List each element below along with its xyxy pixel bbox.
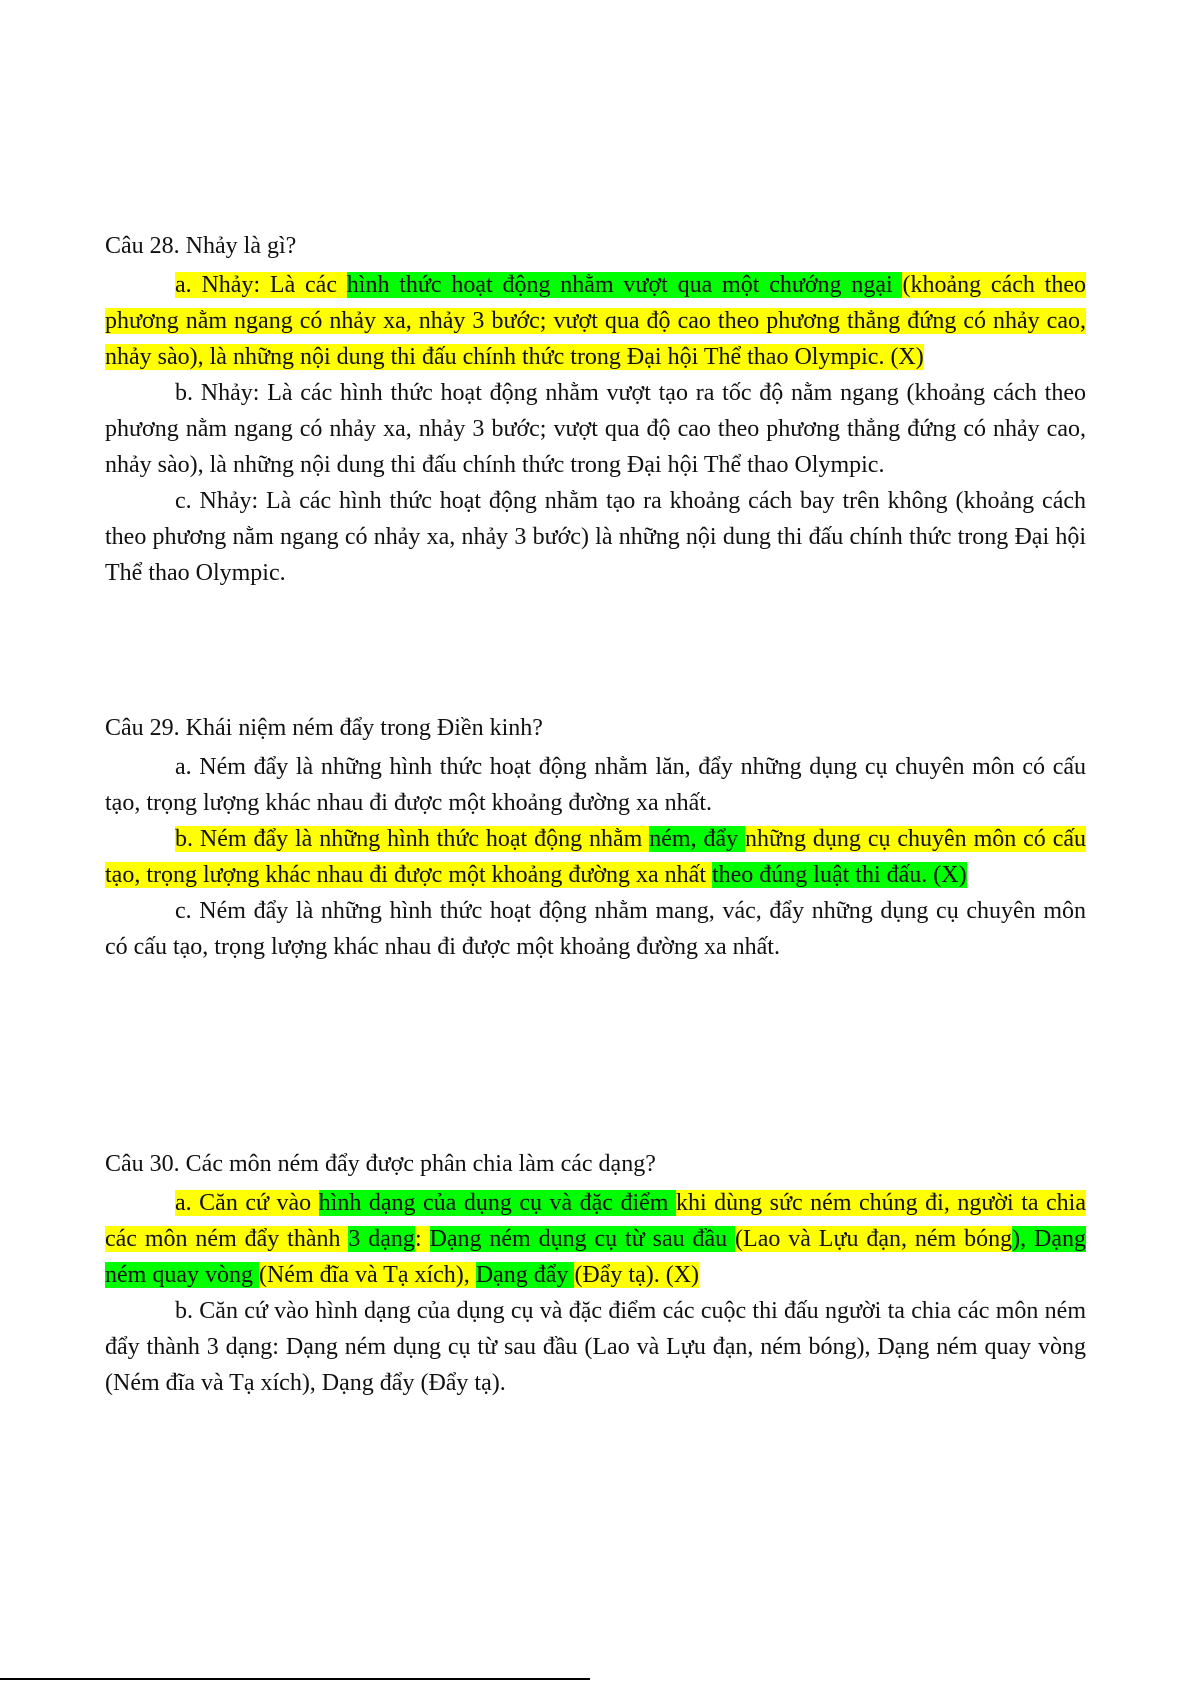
option-text: b. Nhảy: Là các hình thức hoạt động nhằm vượt tạo ra tốc độ nằm ngang (khoảng cách theo phương nằm ngang có nhảy xa, nhảy 3 bước; vượt qua độ cao theo phương thẳng đứng có nhảy cao, nhảy sào), là những nội dung thi đấu chính thức trong Đại hội Thể thao Olympic. [105, 380, 1086, 478]
option-text-highlight-yellow: b. Ném đẩy là những hình thức hoạt động nhằm [175, 826, 650, 852]
question-title: Câu 28. Nhảy là gì? [105, 233, 297, 259]
answer-option-b [105, 1293, 1086, 1401]
option-text-highlight-yellow: : [414, 1226, 430, 1252]
option-text-highlight-yellow: những dụng cụ chuyên môn có cấu tạo, trọng lượng khác nhau đi được một khoảng đường xa nhất [105, 826, 1087, 888]
answer-option-a [105, 749, 1086, 821]
question-30 [105, 1146, 1086, 1401]
question-title: Câu 30. Các môn ném đẩy được phân chia làm các dạng? [105, 1151, 656, 1177]
option-text-highlight-green: Dạng đẩy [475, 1262, 575, 1288]
option-text-highlight-green: Dạng ném dụng cụ từ sau đầu [429, 1226, 736, 1252]
option-text-highlight-yellow: (Lao và Lựu đạn, ném bóng [735, 1226, 1013, 1252]
answer-option-b [105, 821, 1086, 893]
option-text-highlight-yellow: (Đẩy tạ). (X) [574, 1262, 700, 1288]
option-text-highlight-green: hình dạng của dụng cụ và đặc điểm [318, 1190, 676, 1216]
option-text-highlight-yellow: a. Căn cứ vào [175, 1190, 319, 1216]
option-text: c. Ném đẩy là những hình thức hoạt động nhằm mang, vác, đẩy những dụng cụ chuyên môn có cấu tạo, trọng lượng khác nhau đi được một khoảng đường xa nhất. [105, 898, 1086, 960]
answer-option-a [105, 267, 1086, 375]
option-text-highlight-yellow: khi dùng sức ném chúng đi, người ta chia các môn ném đẩy thành [105, 1190, 1087, 1252]
question-29 [105, 710, 1086, 965]
option-text-highlight-yellow: (khoảng cách theo phương nằm ngang có nhảy xa, nhảy 3 bước; vượt qua độ cao theo phương thẳng đứng có nhảy cao, nhảy sào), là những nội dung thi đấu chính thức trong Đại hội Thể thao Olympic. (X) [105, 272, 1086, 370]
question-title: Câu 29. Khái niệm ném đẩy trong Điền kinh? [105, 715, 543, 741]
option-text-highlight-yellow: (Ném đĩa và Tạ xích), [258, 1262, 476, 1288]
answer-option-c [105, 483, 1086, 591]
option-text: a. Ném đẩy là những hình thức hoạt động nhằm lăn, đẩy những dụng cụ chuyên môn có cấu tạo, trọng lượng khác nhau đi được một khoảng đường xa nhất. [105, 754, 1086, 816]
question-28 [105, 228, 1086, 591]
footer-divider [0, 1678, 590, 1680]
answer-option-a [105, 1185, 1086, 1293]
option-text-highlight-green: ), Dạng ném quay vòng [105, 1226, 1086, 1288]
option-text: b. Căn cứ vào hình dạng của dụng cụ và đặc điểm các cuộc thi đấu người ta chia các môn ném đẩy thành 3 dạng: Dạng ném dụng cụ từ sau đầu (Lao và Lựu đạn, ném bóng), Dạng ném quay vòng (Ném đĩa và Tạ xích), Dạng đẩy (Đẩy tạ). [105, 1298, 1086, 1396]
option-text-highlight-green: hình thức hoạt động nhằm vượt qua một chướng ngại [346, 272, 903, 298]
option-text: c. Nhảy: Là các hình thức hoạt động nhằm tạo ra khoảng cách bay trên không (khoảng cách theo phương nằm ngang có nhảy xa, nhảy 3 bước) là những nội dung thi đấu chính thức trong Đại hội Thể thao Olympic. [105, 488, 1086, 586]
option-text-highlight-yellow: a. Nhảy: Là các [175, 272, 347, 298]
option-text-highlight-green: 3 dạng [348, 1226, 415, 1252]
option-text-highlight-green: ném, đẩy [649, 826, 746, 852]
option-text-highlight-green: theo đúng luật thi đấu. (X) [711, 862, 967, 888]
answer-option-c [105, 893, 1086, 965]
answer-option-b [105, 375, 1086, 483]
